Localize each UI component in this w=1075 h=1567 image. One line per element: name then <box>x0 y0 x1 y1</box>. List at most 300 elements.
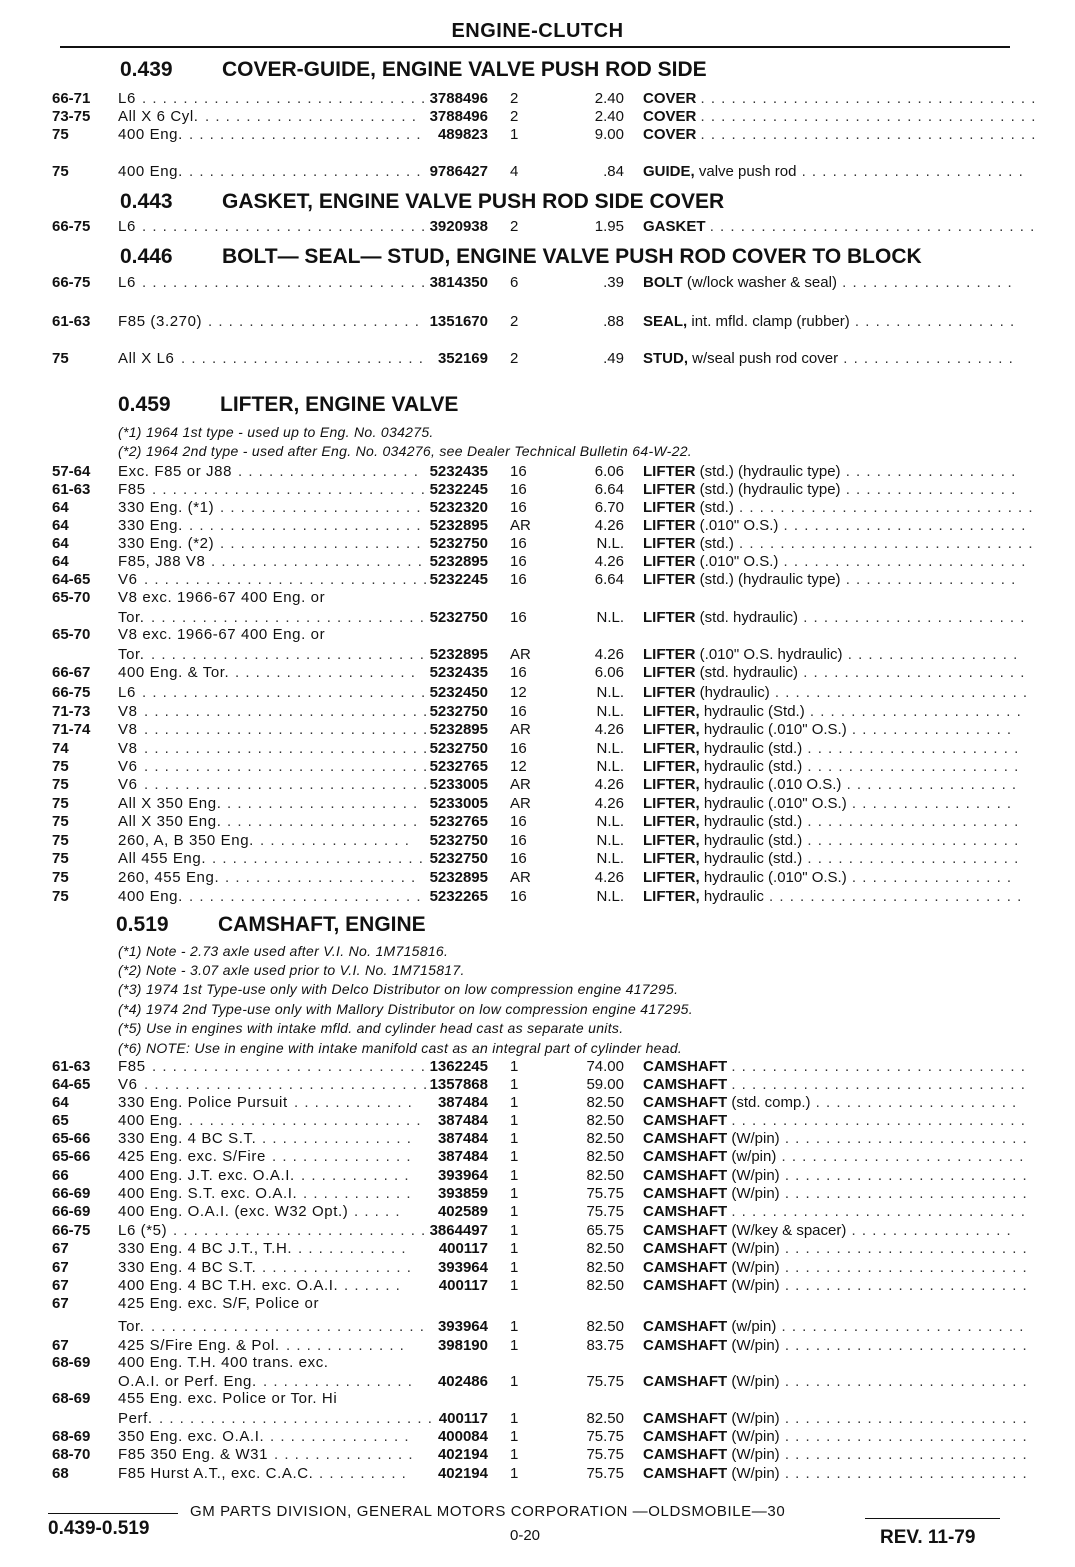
row-part-number: 5232750 <box>429 740 488 757</box>
row-description: Exc. F85 or J88 <box>118 463 233 480</box>
row-description: 260, 455 Eng. <box>118 869 220 886</box>
row-price: 4.26 <box>594 721 624 738</box>
row-part-number: 387484 <box>437 1094 488 1111</box>
row-part-name: CAMSHAFT <box>643 1465 728 1482</box>
row-part-name-cell <box>643 218 1035 235</box>
row-description: Perf. <box>118 1410 153 1427</box>
row-description: All X 350 Eng. <box>118 813 222 830</box>
row-part-name: GASKET <box>643 218 706 235</box>
row-part-name-cell <box>643 1446 1028 1463</box>
row-part-name: LIFTER <box>643 499 696 516</box>
row-description: L6 <box>118 684 136 701</box>
row-price: 4.26 <box>594 776 624 793</box>
row-part-name: CAMSHAFT <box>643 1373 728 1390</box>
row-part-name-cell <box>643 1410 1028 1427</box>
row-year: 68-70 <box>52 1446 91 1463</box>
leader-dots-tail: . . . . . . . . . . . . . . . . . . . . . . . . . . . . . <box>733 535 1034 552</box>
row-description: 400 Eng. <box>118 1112 183 1129</box>
row-description: 330 Eng. 4 BC S.T. <box>118 1259 257 1276</box>
leader-dots-tail: . . . . . . . . . . . . . . . . <box>846 869 1013 886</box>
row-part-detail: (W/pin) <box>731 1373 780 1390</box>
row-part-number: 387484 <box>437 1130 488 1147</box>
row-part-number: 5232435 <box>429 463 488 480</box>
section-note: (*1) 1964 1st type - used up to Eng. No. 034275. <box>118 424 434 440</box>
row-part-number: 5232435 <box>429 664 488 681</box>
row-year: 65-70 <box>52 626 91 643</box>
leader-dots-tail: . . . . . . . . . . . . . . . . <box>846 795 1013 812</box>
row-part-number: 5233005 <box>429 776 488 793</box>
row-part-number: 387484 <box>437 1148 488 1165</box>
row-part-name-cell <box>643 126 1036 143</box>
row-price: 75.75 <box>586 1185 624 1202</box>
row-part-detail: (hydraulic) <box>699 684 770 701</box>
row-quantity: 2 <box>510 108 519 125</box>
row-year: 66-69 <box>52 1185 91 1202</box>
row-price: N.L. <box>596 609 624 626</box>
row-price: 4.26 <box>594 517 624 534</box>
row-part-number: 1351670 <box>429 313 488 330</box>
leader-dots-tail: . . . . . . . . . . . . . . . . . . . . . . . . <box>779 1446 1028 1463</box>
row-quantity: 1 <box>510 1373 519 1390</box>
row-quantity: 16 <box>510 664 527 681</box>
row-part-detail: (W/pin) <box>731 1167 780 1184</box>
row-year: 66-75 <box>52 274 91 291</box>
row-year: 71-74 <box>52 721 91 738</box>
row-year: 64-65 <box>52 571 91 588</box>
row-part-name: CAMSHAFT <box>643 1094 728 1111</box>
row-part-detail: (std. hydraulic) <box>699 609 799 626</box>
row-price: 82.50 <box>586 1240 624 1257</box>
leader-dots-tail: . . . . . . . . . . . . . . . . . . . . . . . . . . . . . . . . . <box>700 108 1037 125</box>
row-part-name: CAMSHAFT <box>643 1410 728 1427</box>
row-part-name-cell <box>643 1259 1028 1276</box>
row-quantity: AR <box>510 646 531 663</box>
row-description: 400 Eng. O.A.I. (exc. W32 Opt.) <box>118 1203 349 1220</box>
row-part-detail: (std.) (hydraulic type) <box>699 463 841 480</box>
row-part-name-cell <box>643 776 1017 793</box>
row-part-detail: (std. comp.) <box>731 1094 811 1111</box>
row-description: F85 (3.270) <box>118 313 203 330</box>
row-part-name: LIFTER, <box>643 721 700 738</box>
row-part-number: 3814350 <box>429 274 488 291</box>
row-description: Tor. <box>118 646 145 663</box>
row-quantity: 1 <box>510 1148 519 1165</box>
row-part-detail: hydraulic (std.) <box>703 813 803 830</box>
row-description: 350 Eng. exc. O.A.I. <box>118 1428 265 1445</box>
row-part-name: LIFTER <box>643 463 696 480</box>
row-description: 425 Eng. exc. S/F, Police or <box>118 1295 320 1312</box>
row-quantity: 16 <box>510 535 527 552</box>
leader-dots-tail: . . . . . . . . . . . . . . . . . . . . . . . . . . . . . . . . . <box>700 126 1037 143</box>
row-price: 75.75 <box>586 1428 624 1445</box>
leader-dots-tail: . . . . . . . . . . . . . . . . . . . . . . . . <box>779 1337 1028 1354</box>
row-quantity: 1 <box>510 1446 519 1463</box>
row-part-name: CAMSHAFT <box>643 1222 728 1239</box>
row-quantity: 12 <box>510 684 527 701</box>
row-part-name-cell <box>643 1373 1028 1390</box>
row-part-name: LIFTER, <box>643 758 700 775</box>
row-description: L6 <box>118 90 136 107</box>
row-part-name-cell <box>643 1076 1026 1093</box>
row-part-detail: (W/pin) <box>731 1337 780 1354</box>
row-part-number: 400117 <box>438 1410 488 1427</box>
leader-dots-tail: . . . . . . . . . . . . . . . . . <box>840 571 1017 588</box>
row-part-detail: (W/pin) <box>731 1130 780 1147</box>
row-year: 66 <box>52 1167 69 1184</box>
row-year: 67 <box>52 1277 69 1294</box>
row-part-name-cell <box>643 1058 1026 1075</box>
row-part-detail: (W/pin) <box>731 1446 780 1463</box>
leader-dots-tail: . . . . . . . . . . . . . . . . . . . . . . . . <box>779 1277 1028 1294</box>
row-description: V6 <box>118 571 138 588</box>
row-quantity: AR <box>510 776 531 793</box>
leader-dots-tail: . . . . . . . . . . . . . . . . . . . . . . . . . . . . . <box>731 1112 1026 1129</box>
row-price: 6.06 <box>594 463 624 480</box>
leader-dots-tail: . . . . . . . . . . . . . . . . . . . . <box>810 1094 1018 1111</box>
leader-dots-tail: . . . . . . . . . . . . . . . . . <box>840 463 1017 480</box>
row-part-number: 393964 <box>437 1259 488 1276</box>
row-quantity: 1 <box>510 126 519 143</box>
row-part-number: 5232895 <box>429 646 488 663</box>
row-price: .88 <box>603 313 624 330</box>
row-quantity: 1 <box>510 1185 519 1202</box>
row-description: L6 (*5) <box>118 1222 168 1239</box>
row-part-name-cell <box>643 1167 1028 1184</box>
row-part-detail: (w/lock washer & seal) <box>686 274 837 291</box>
leader-dots-tail: . . . . . . . . . . . . . . . . . . . . . . . . . . . . . . . . . <box>700 90 1037 107</box>
row-description: 455 Eng. exc. Police or Tor. Hi <box>118 1390 338 1407</box>
row-part-name-cell <box>643 1428 1028 1445</box>
leader-dots-tail: . . . . . . . . . . . . . . . . . . . . . . . . . . . . . <box>731 1076 1026 1093</box>
leader-dots-tail: . . . . . . . . . . . . . . . . . . . . . <box>802 813 1020 830</box>
row-price: 82.50 <box>586 1148 624 1165</box>
row-part-name-cell <box>643 684 1028 701</box>
leader-dots-tail: . . . . . . . . . . . . . . . . <box>849 313 1016 330</box>
row-price: .84 <box>603 163 624 180</box>
leader-dots-tail: . . . . . . . . . . . . . . . . . <box>838 350 1014 367</box>
row-part-name-cell <box>643 1240 1028 1257</box>
row-part-number: 393964 <box>437 1318 488 1335</box>
row-price: N.L. <box>596 832 624 849</box>
row-quantity: 1 <box>510 1318 519 1335</box>
row-part-name-cell <box>643 888 1022 905</box>
row-part-name: LIFTER, <box>643 795 700 812</box>
row-part-name: CAMSHAFT <box>643 1203 728 1220</box>
row-part-detail: w/seal push rod cover <box>692 350 839 367</box>
row-description: V8 exc. 1966-67 400 Eng. or <box>118 589 326 606</box>
row-price: N.L. <box>596 740 624 757</box>
header-rule <box>60 46 1010 48</box>
row-price: 6.64 <box>594 481 624 498</box>
row-quantity: 16 <box>510 832 527 849</box>
row-description: Tor. <box>118 609 145 626</box>
row-part-name-cell <box>643 813 1019 830</box>
leader-dots-tail: . . . . . . . . . . . . . . . . . . . . . <box>802 740 1020 757</box>
catalog-page: ENGINE-CLUTCH 0.439 COVER-GUIDE, ENGINE VALVE PUSH ROD SIDE 66-71 L6 . . . . . . . . . . . . . . . . . . . . . . . . . . . . 3788496 2 2.40 COVER . . . . . . . . . . . . . . . . . . . . . . . . . . . . . . . . . 73-75 All X 6 Cyl. . . . . . . . . . . . . . . . . . . . . . 3788496 2 2.40 COVER . . . . . . . . . . . . . . . . . . . . . . . . . . . . . . . . . 75 400 Eng. . . . . . . . . . . . . . . . . . . . . . . . 489823 1 9.00 COVER . . . . . . . . . . . . . . . . . . . . . . . . . . . . . . . . . 75 400 Eng. . . . . . . . . . . . . . . . . . . . . . . . 9786427 4 .84 GUIDE, valve push rod . . . . . . . . . . . . . . . . . . . . . . 0.443 GASKET, ENGINE VALVE PUSH ROD SIDE COVER 66-75 L6 . . . . . . . . . . . . . . . . . . . . . . . . . . . . 3920938 2 1.95 GASKET . . . . . . . . . . . . . . . . . . . . . . . . . . . . . . . . 0.446 BOLT— SEAL— STUD, ENGINE VALVE PUSH ROD COVER TO BLOCK 66-75 L6 . . . . . . . . . . . . . . . . . . . . . . . . . . . . 3814350 6 .39 BOLT (w/lock washer & seal) . . . . . . . . . . . . . . . . . 61-63 F85 (3.270) . . . . . . . . . . . . . . . . . . . . . 1351670 2 .88 SEAL, int. mfld. clamp (rubber) . . . . . . . . . . . . . . . . 75 All X L6 . . . . . . . . . . . . . . . . . . . . . . . . 352169 2 .49 STUD, w/seal push rod cover . . . . . . . . . . . . . . . . . 0.459 LIFTER, ENGINE VALVE (*1) 1964 1st type - used up to Eng. No. 034275. (*2) 1964 2nd type - used after Eng. No. 034276, see Dealer Technical Bulletin 64-W-22. 57-64 Exc. F85 or J88 . . . . . . . . . . . . . . . . . . 5232435 16 6.06 LIFTER (std.) (hydraulic type) . . . . . . . . . . . . . . . . . 61-63 F85 . . . . . . . . . . . . . . . . . . . . . . . . . . . 5232245 16 6.64 LIFTER (std.) (hydraulic type) . . . . . . . . . . . . . . . . . 64 330 Eng. (*1) . . . . . . . . . . . . . . . . . . . . 5232320 16 6.70 LIFTER (std.) . . . . . . . . . . . . . . . . . . . . . . . . . . . . . 64 330 Eng. . . . . . . . . . . . . . . . . . . . . . . . 5232895 AR 4.26 LIFTER (.010" O.S.) . . . . . . . . . . . . . . . . . . . . . . . . 64 330 Eng. (*2) . . . . . . . . . . . . . . . . . . . . 5232750 16 N.L. LIFTER (std.) . . . . . . . . . . . . . . . . . . . . . . . . . . . . . 64 F85, J88 V8 . . . . . . . . . . . . . . . . . . . . . 5232895 16 4.26 LIFTER (.010" O.S.) . . . . . . . . . . . . . . . . . . . . . . . . 64-65 V6 . . . . . . . . . . . . . . . . . . . . . . . . . . . . 5232245 16 6.64 LIFTER (std.) (hydraulic type) . . . . . . . . . . . . . . . . . 65-70 V8 exc. 1966-67 400 Eng. or Tor. . . . . . . . . . . . . . . . . . . . . . . . . . . . 5232750 16 N.L. LIFTER (std. hydraulic) . . . . . . . . . . . . . . . . . . . . . . 65-70 V8 exc. 1966-67 400 Eng. or Tor. . . . . . . . . . . . . . . . . . . . . . . . . . . . 5232895 AR 4.26 LIFTER (.010" O.S. hydraulic) . . . . . . . . . . . . . . . . . 66-67 400 Eng. & Tor. . . . . . . . . . . . . . . . . . . 5232435 16 6.06 LIFTER (std. hydraulic) . . . . . . . . . . . . . . . . . . . . . . 66-75 L6 . . . . . . . . . . . . . . . . . . . . . . . . . . . . 5232450 12 N.L. LIFTER (hydraulic) . . . . . . . . . . . . . . . . . . . . . . . . . 71-73 V8 . . . . . . . . . . . . . . . . . . . . . . . . . . . . 5232750 16 N.L. LIFTER, hydraulic (Std.) . . . . . . . . . . . . . . . . . . . . . 71-74 V8 . . . . . . . . . . . . . . . . . . . . . . . . . . . . 5232895 AR 4.26 LIFTER, hydraulic (.010" O.S.) . . . . . . . . . . . . . . . . 74 V8 . . . . . . . . . . . . . . . . . . . . . . . . . . . . 5232750 16 N.L. LIFTER, hydraulic (std.) . . . . . . . . . . . . . . . . . . . . . 75 V6 . . . . . . . . . . . . . . . . . . . . . . . . . . . . 5232765 12 N.L. LIFTER, hydraulic (std.) . . . . . . . . . . . . . . . . . . . . . 75 V6 . . . . . . . . . . . . . . . . . . . . . . . . . . . . 5233005 AR 4.26 LIFTER, hydraulic (.010 O.S.) . . . . . . . . . . . . . . . . . 75 All X 350 Eng. . . . . . . . . . . . . . . . . . . . 5233005 AR 4.26 LIFTER, hydraulic (.010" O.S.) . . . . . . . . . . . . . . . . 75 All X 350 Eng. . . . . . . . . . . . . . . . . . . . 5232765 16 N.L. LIFTER, hydraulic (std.) . . . . . . . . . . . . . . . . . . . . . 75 260, A, B 350 Eng. . . . . . . . . . . . . . . . 5232750 16 N.L. LIFTER, hydraulic (std.) . . . . . . . . . . . . . . . . . . . . . 75 All 455 Eng. . . . . . . . . . . . . . . . . . . . . . 5232750 16 N.L. LIFTER, hydraulic (std.) . . . . . . . . . . . . . . . . . . . . . 75 260, 455 Eng. . . . . . . . . . . . . . . . . . . . 5232895 AR 4.26 LIFTER, hydraulic (.010" O.S.) . . . . . . . . . . . . . . . . 75 400 Eng. . . . . . . . . . . . . . . . . . . . . . . . 5232265 16 N.L. LIFTER, hydraulic . . . . . . . . . . . . . . . . . . . . . . . . . 0.519 CAMSHAFT, ENGINE (*1) Note - 2.73 axle used after V.I. No. 1M715816. (*2) Note - 3.07 axle used prior to V.I. No. 1M715817. (*3) 1974 1st Type-use only with Delco Distributor on low compression engine 417295. (*4) 1974 2nd Type-use only with Mallory Distributor on low compression engine 417295. (*5) Use in engines with intake mfld. and cylinder head cast as separate units. (*6) NOTE: Use in engine with intake manifold cast as an integral part of cylinder head. 61-63 F85 . . . . . . . . . . . . . . . . . . . . . . . . . . . 1362245 1 74.00 CAMSHAFT . . . . . . . . . . . . . . . . . . . . . . . . . . . . . 64-65 V6 . . . . . . . . . . . . . . . . . . . . . . . . . . . . 1357868 1 59.00 CAMSHAFT . . . . . . . . . . . . . . . . . . . . . . . . . . . . . 64 330 Eng. Police Pursuit . . . . . . . . . . . . 387484 1 82.50 CAMSHAFT (std. comp.) . . . . . . . . . . . . . . . . . . . . 65 400 Eng. . . . . . . . . . . . . . . . . . . . . . . . 387484 1 82.50 CAMSHAFT . . . . . . . . . . . . . . . . . . . . . . . . . . . . . 65-66 330 Eng. 4 BC S.T. . . . . . . . . . . . . . . . 387484 1 82.50 CAMSHAFT (W/pin) . . . . . . . . . . . . . . . . . . . . . . . . 65-66 425 Eng. exc. S/Fire . . . . . . . . . . . . . . 387484 1 82.50 CAMSHAFT (w/pin) . . . . . . . . . . . . . . . . . . . . . . . . 66 400 Eng. J.T. exc. O.A.I. . . . . . . . . . . . 393964 1 82.50 CAMSHAFT (W/pin) . . . . . . . . . . . . . . . . . . . . . . . . 66-69 400 Eng. S.T. exc. O.A.I. . . . . . . . . . . . 393859 1 75.75 CAMSHAFT (W/pin) . . . . . . . . . . . . . . . . . . . . . . . . 66-69 400 Eng. O.A.I. (exc. W32 Opt.) . . . . . 402589 1 75.75 CAMSHAFT . . . . . . . . . . . . . . . . . . . . . . . . . . . . . 66-75 L6 (*5) . . . . . . . . . . . . . . . . . . . . . . . . . 3864497 1 65.75 CAMSHAFT (W/key & spacer) . . . . . . . . . . . . . . . . 67 330 Eng. 4 BC J.T., T.H. . . . . . . . . . . . 400117 1 82.50 CAMSHAFT (W/pin) . . . . . . . . . . . . . . . . . . . . . . . . 67 330 Eng. 4 BC S.T. . . . . . . . . . . . . . . . 393964 1 82.50 CAMSHAFT (W/pin) . . . . . . . . . . . . . . . . . . . . . . . . 67 400 Eng. 4 BC T.H. exc. O.A.I. . . . . . . 400117 1 82.50 CAMSHAFT (W/pin) . . . . . . . . . . . . . . . . . . . . . . . . 67 425 Eng. exc. S/F, Police or Tor. . . . . . . . . . . . . . . . . . . . . . . . . . . . 393964 1 82.50 CAMSHAFT (w/pin) . . . . . . . . . . . . . . . . . . . . . . . . 67 425 S/Fire Eng. & Pol. . . . . . . . . . . . . 398190 1 83.75 CAMSHAFT (W/pin) . . . . . . . . . . . . . . . . . . . . . . . . 68-69 400 Eng. T.H. 400 trans. exc. O.A.I. or Perf. Eng. . . . . . . . . . . . . . . . 402486 1 75.75 CAMSHAFT (W/pin) . . . . . . . . . . . . . . . . . . . . . . . . 68-69 455 Eng. exc. Police or Tor. Hi Perf. . . . . . . . . . . . . . . . . . . . . . . . . . . . 400117 1 82.50 CAMSHAFT (W/pin) . . . . . . . . . . . . . . . . . . . . . . . . 68-69 350 Eng. exc. O.A.I. . . . . . . . . . . . . . . 400084 1 75.75 CAMSHAFT (W/pin) . . . . . . . . . . . . . . . . . . . . . . . . 68-70 F85 350 Eng. & W31 . . . . . . . . . . . . . . 402194 1 75.75 CAMSHAFT (W/pin) . . . . . . . . . . . . . . . . . . . . . . . . 68 F85 Hurst A.T., exc. C.A.C. . . . . . . . . . 402194 1 75.75 CAMSHAFT (W/pin) . . . . . . . . . . . . . . . . . . . . . . . . 0.439-0.519 GM PARTS DIVISION, GENERAL MOTORS CORPORATION —OLDSMOBILE—30 0-20 REV. 11-79 <box>0 0 1075 1567</box>
row-part-detail: hydraulic <box>703 888 764 905</box>
row-price: N.L. <box>596 684 624 701</box>
row-price: 82.50 <box>586 1410 624 1427</box>
row-year: 64 <box>52 535 69 552</box>
row-description: 400 Eng. & Tor. <box>118 664 230 681</box>
row-part-number: 5232895 <box>429 517 488 534</box>
row-quantity: 2 <box>510 218 519 235</box>
row-part-detail: (.010" O.S.) <box>699 553 779 570</box>
row-part-number: 5232750 <box>429 703 488 720</box>
row-part-name: GUIDE, <box>643 163 695 180</box>
leader-dots-tail: . . . . . . . . . . . . . . . . . . . . . . . . <box>778 553 1027 570</box>
row-description: 400 Eng. <box>118 163 183 180</box>
row-part-detail: valve push rod <box>698 163 797 180</box>
row-part-name: LIFTER, <box>643 776 700 793</box>
row-part-name-cell <box>643 481 1016 498</box>
row-part-name: LIFTER, <box>643 703 700 720</box>
section-number: 0.459 <box>118 393 171 416</box>
row-description: O.A.I. or Perf. Eng. <box>118 1373 257 1390</box>
row-part-name-cell <box>643 1130 1028 1147</box>
row-part-name: LIFTER, <box>643 850 700 867</box>
row-part-name-cell <box>643 795 1012 812</box>
footer-page-number: 0-20 <box>510 1527 541 1544</box>
row-part-number: 5232765 <box>429 813 488 830</box>
row-year: 64 <box>52 517 69 534</box>
row-part-name-cell <box>643 163 1024 180</box>
row-part-detail: (std.) (hydraulic type) <box>699 571 841 588</box>
row-part-detail: hydraulic (std.) <box>703 850 803 867</box>
row-quantity: 16 <box>510 703 527 720</box>
row-price: 82.50 <box>586 1318 624 1335</box>
row-part-detail: (w/pin) <box>731 1148 777 1165</box>
row-quantity: AR <box>510 869 531 886</box>
row-year: 75 <box>52 163 69 180</box>
row-quantity: 16 <box>510 609 527 626</box>
row-part-number: 400117 <box>438 1277 488 1294</box>
row-part-name-cell <box>643 1222 1012 1239</box>
row-description: All X 350 Eng. <box>118 795 222 812</box>
leader-dots-tail: . . . . . . . . . . . . . . . . . . . . . . . . . <box>763 888 1023 905</box>
leader-dots-tail: . . . . . . . . . . . . . . . . . . . . . <box>802 758 1020 775</box>
row-part-detail: (std. hydraulic) <box>699 664 799 681</box>
row-price: .39 <box>603 274 624 291</box>
row-quantity: 1 <box>510 1259 519 1276</box>
row-part-name: SEAL, <box>643 313 688 330</box>
leader-dots-tail: . . . . . . . . . . . . . . . . . . . . . . <box>796 163 1024 180</box>
row-quantity: 1 <box>510 1222 519 1239</box>
row-description: L6 <box>118 218 136 235</box>
row-year: 65-70 <box>52 589 91 606</box>
row-part-name: LIFTER <box>643 646 696 663</box>
row-price: 82.50 <box>586 1259 624 1276</box>
row-part-number: 5232750 <box>429 609 488 626</box>
row-price: 75.75 <box>586 1203 624 1220</box>
row-part-number: 402486 <box>437 1373 488 1390</box>
row-year: 61-63 <box>52 1058 91 1075</box>
row-quantity: 16 <box>510 850 527 867</box>
row-part-number: 3788496 <box>429 90 488 107</box>
row-price: 82.50 <box>586 1277 624 1294</box>
row-part-number: 393859 <box>437 1185 488 1202</box>
row-price: 9.00 <box>594 126 624 143</box>
row-part-number: 5232750 <box>429 535 488 552</box>
row-price: 75.75 <box>586 1373 624 1390</box>
row-quantity: 2 <box>510 350 519 367</box>
row-description: L6 <box>118 274 136 291</box>
row-description: 400 Eng. J.T. exc. O.A.I. <box>118 1167 295 1184</box>
row-part-number: 402194 <box>437 1465 488 1482</box>
row-part-name-cell <box>643 90 1036 107</box>
leader-dots-tail: . . . . . . . . . . . . . . . . . . . . . . . . <box>779 1167 1028 1184</box>
row-quantity: AR <box>510 517 531 534</box>
row-part-number: 5232750 <box>429 832 488 849</box>
row-part-number: 402589 <box>437 1203 488 1220</box>
row-year: 67 <box>52 1337 69 1354</box>
row-description: 330 Eng. <box>118 517 183 534</box>
row-quantity: 16 <box>510 481 527 498</box>
row-part-name-cell <box>643 499 1034 516</box>
row-year: 64-65 <box>52 1076 91 1093</box>
row-year: 73-75 <box>52 108 91 125</box>
row-part-name: LIFTER, <box>643 740 700 757</box>
row-price: 82.50 <box>586 1112 624 1129</box>
row-part-detail: (w/pin) <box>731 1318 777 1335</box>
row-part-name-cell <box>643 740 1019 757</box>
row-year: 66-71 <box>52 90 91 107</box>
row-year: 75 <box>52 795 69 812</box>
row-description: All X 6 Cyl. <box>118 108 199 125</box>
row-quantity: 4 <box>510 163 519 180</box>
row-part-detail: (std.) <box>699 535 734 552</box>
row-part-detail: (.010" O.S. hydraulic) <box>699 646 843 663</box>
row-quantity: AR <box>510 795 531 812</box>
row-price: 2.40 <box>594 108 624 125</box>
row-price: 82.50 <box>586 1167 624 1184</box>
row-part-name-cell <box>643 703 1022 720</box>
row-part-name-cell <box>643 535 1034 552</box>
row-part-number: 402194 <box>437 1446 488 1463</box>
row-quantity: 1 <box>510 1337 519 1354</box>
section-title: COVER-GUIDE, ENGINE VALVE PUSH ROD SIDE <box>222 58 707 81</box>
row-part-name-cell <box>643 1337 1028 1354</box>
row-quantity: 1 <box>510 1076 519 1093</box>
row-part-number: 1357868 <box>429 1076 488 1093</box>
row-part-name: CAMSHAFT <box>643 1428 728 1445</box>
leader-dots-tail: . . . . . . . . . . . . . . . . <box>846 1222 1012 1239</box>
row-description: V6 <box>118 758 138 775</box>
row-part-name-cell <box>643 850 1019 867</box>
row-quantity: AR <box>510 721 531 738</box>
row-part-detail: (W/pin) <box>731 1185 780 1202</box>
row-quantity: 1 <box>510 1094 519 1111</box>
row-year: 66-75 <box>52 218 91 235</box>
row-part-name: CAMSHAFT <box>643 1240 728 1257</box>
row-part-name: LIFTER, <box>643 832 700 849</box>
row-year: 64 <box>52 553 69 570</box>
row-year: 75 <box>52 850 69 867</box>
row-year: 75 <box>52 813 69 830</box>
row-quantity: 1 <box>510 1240 519 1257</box>
row-quantity: 1 <box>510 1112 519 1129</box>
row-year: 75 <box>52 758 69 775</box>
row-part-number: 9786427 <box>429 163 488 180</box>
row-quantity: 2 <box>510 313 519 330</box>
row-description: 400 Eng. <box>118 888 183 905</box>
row-price: 75.75 <box>586 1465 624 1482</box>
row-year: 71-73 <box>52 703 91 720</box>
footer-rule-left <box>48 1513 178 1514</box>
row-year: 68-69 <box>52 1390 91 1407</box>
row-year: 68-69 <box>52 1354 91 1371</box>
row-quantity: 16 <box>510 499 527 516</box>
row-price: N.L. <box>596 850 624 867</box>
leader-dots-tail: . . . . . . . . . . . . . . . . . . . . . . . . . . . . . <box>733 499 1034 516</box>
row-part-name: LIFTER <box>643 664 696 681</box>
row-quantity: 6 <box>510 274 519 291</box>
row-part-name: LIFTER <box>643 481 696 498</box>
row-part-name: LIFTER <box>643 535 696 552</box>
row-price: N.L. <box>596 535 624 552</box>
row-price: 4.26 <box>594 869 624 886</box>
section-note: (*5) Use in engines with intake mfld. and cylinder head cast as separate units. <box>118 1020 624 1036</box>
row-year: 57-64 <box>52 463 91 480</box>
row-year: 75 <box>52 126 69 143</box>
row-description: 400 Eng. <box>118 126 183 143</box>
row-part-name-cell <box>643 1203 1026 1220</box>
row-year: 65-66 <box>52 1148 91 1165</box>
row-quantity: 16 <box>510 888 527 905</box>
row-part-name: LIFTER <box>643 684 696 701</box>
row-part-detail: (W/key & spacer) <box>731 1222 847 1239</box>
row-part-number: 387484 <box>437 1112 488 1129</box>
row-quantity: 16 <box>510 571 527 588</box>
row-description: 330 Eng. (*2) <box>118 535 215 552</box>
row-part-name-cell <box>643 313 1015 330</box>
row-part-name: CAMSHAFT <box>643 1277 728 1294</box>
row-part-number: 400084 <box>437 1428 488 1445</box>
row-part-number: 5232895 <box>429 869 488 886</box>
row-part-name-cell <box>643 721 1012 738</box>
row-part-name: CAMSHAFT <box>643 1112 728 1129</box>
section-number: 0.439 <box>120 58 173 81</box>
row-price: 4.26 <box>594 646 624 663</box>
row-part-name-cell <box>643 517 1026 534</box>
row-part-name: CAMSHAFT <box>643 1148 728 1165</box>
row-price: 4.26 <box>594 795 624 812</box>
leader-dots-tail: . . . . . . . . . . . . . . . . . . . . . . . . <box>779 1130 1028 1147</box>
row-year: 68-69 <box>52 1428 91 1445</box>
row-price: 2.40 <box>594 90 624 107</box>
row-description: F85 <box>118 1058 146 1075</box>
leader-dots-tail: . . . . . . . . . . . . . . . . <box>846 721 1013 738</box>
row-part-number: 400117 <box>438 1240 488 1257</box>
row-price: N.L. <box>596 813 624 830</box>
section-note: (*6) NOTE: Use in engine with intake manifold cast as an integral part of cylinder head. <box>118 1040 683 1056</box>
row-year: 65 <box>52 1112 69 1129</box>
section-note: (*3) 1974 1st Type-use only with Delco Distributor on low compression engine 417295. <box>118 981 679 997</box>
section-note: (*2) 1964 2nd type - used after Eng. No. 034276, see Dealer Technical Bulletin 64-W-22. <box>118 443 692 459</box>
row-description: All X L6 <box>118 350 175 367</box>
row-part-number: 5232245 <box>429 571 488 588</box>
row-price: 83.75 <box>586 1337 624 1354</box>
row-price: 6.06 <box>594 664 624 681</box>
row-year: 64 <box>52 1094 69 1111</box>
row-quantity: 16 <box>510 553 527 570</box>
row-part-name-cell <box>643 1318 1024 1335</box>
row-price: 82.50 <box>586 1130 624 1147</box>
row-price: 82.50 <box>586 1094 624 1111</box>
leader-dots-tail: . . . . . . . . . . . . . . . . . . . . . . . . <box>779 1410 1028 1427</box>
row-part-name-cell <box>643 869 1012 886</box>
row-part-name-cell <box>643 553 1026 570</box>
